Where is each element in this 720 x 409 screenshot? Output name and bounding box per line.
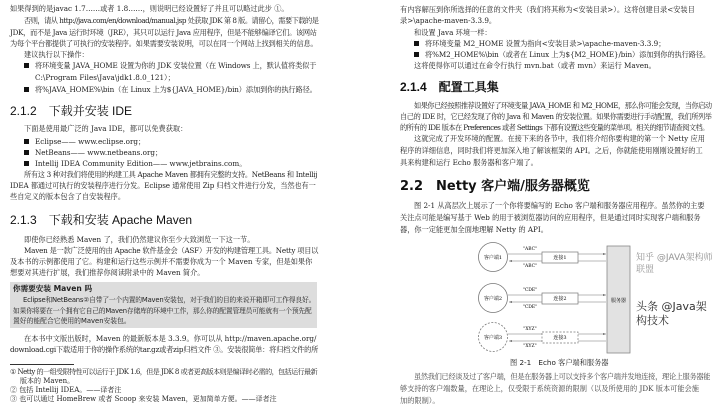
client-row-3 <box>479 323 607 352</box>
paragraph-line: 自己的 IDE 时，它已经发现了你的 Java 和 Maven 的安装位置。如果你需要进行手动配置，我们所列举 <box>400 112 712 121</box>
figure-caption: 图 2-1 Echo 客户端和服务器 <box>510 358 609 367</box>
paragraph: 这将使得你可以通过在命令行执行 mvn.bat（或者 mvn）来运行 Maven。 <box>414 61 656 70</box>
footnote: ① Netty 的一组受限特性可以运行于 JDK 1.6，但是 JDK 8 或者更高版本则是编译时必需的，包括运行最新 <box>10 368 318 376</box>
sidebar-title: 你需要安装 Maven 吗 <box>13 284 93 293</box>
footnote: ③ 也可以通过 HomeBrew 或者 Scoop 来安装 Maven，更加简单方便。——译者注 <box>10 395 277 403</box>
connection-label: 连接1 <box>553 255 567 261</box>
paragraph: 下面是使用最广泛的 Java IDE，都可以免费获取： <box>24 124 188 133</box>
paragraph: 即使你已经熟悉 Maven 了，我们仍然建议你至少大致浏览一下这一节。 <box>24 235 255 244</box>
paragraph-line: 为每个平台都提供了可执行的安装程序。如果需要安装说明，可以在同一个网站上找到相关的信息。 <box>10 39 318 48</box>
watermark-zhihu: 知乎 @JAVA架构师联盟 <box>636 253 713 275</box>
client-row-2 <box>479 284 607 313</box>
bullet-continuation: C:\Program Files\Java\jdk1.8.0_121）； <box>35 73 175 82</box>
footnote: 版本的 Maven。 <box>20 377 75 385</box>
section-heading-2-1-2: 2.1.2 下载并安装 IDE <box>10 104 133 118</box>
paragraph-line: 这就完成了开发环境的配置。在接下来的各节中，我们将介绍你要构建的第一个 Netty 应用 <box>414 134 705 143</box>
bullet-item: 将%M2_HOME%\bin（或者在 Linux 上为${M2_HOME}/bin）添加到你的执行路径。 <box>414 49 710 60</box>
server-label: 服务器 <box>610 298 627 304</box>
paragraph-line: 关注点可能是编写基于 Web 的用于被浏览器访问的应用程序，但是通过同时实现客户端和服务 <box>400 213 701 222</box>
paragraph: 和设置 Java 环境一样： <box>414 28 492 37</box>
paragraph-line: 录>\apache-maven-3.3.9。 <box>400 16 497 25</box>
client-label: 客户端2 <box>483 296 503 302</box>
bullet-item: 将%JAVA_HOME%\bin（在 Linux 上为${JAVA_HOME}/bin）添加到你的执行路径。 <box>24 84 317 95</box>
paragraph-line: 想要对其进行扩展，我们推荐你阅读附录中的 Maven 简介。 <box>10 268 205 277</box>
message-label: "ABC" <box>522 264 538 269</box>
paragraph-line: 虽然我们已经谈及过了客户端，但是在服务器上可以支持多个客户端并发地连接，理论上服务器能 <box>414 372 711 381</box>
paragraph-line: 的所有的 IDE 版本在 Preferences 或者 Settings 下都有设置这些变量的菜单项。相关的细节请查阅文档。 <box>400 123 709 132</box>
client-label: 客户端3 <box>483 335 503 341</box>
paragraph-line: 程序的详细信息，同时我们将更加深入地了解该框架的 API。之后，你就能使用刚刚设置好的工 <box>400 146 703 155</box>
footnote: ② 包括 Intellij IDEA。——译者注 <box>10 386 122 394</box>
connection-label: 连接3 <box>553 335 567 341</box>
sidebar-line: 置好的能配合它使用的Maven安装包。 <box>13 317 131 325</box>
paragraph: 如果得到的是javac 1.7……或者 1.8……，则说明已经设置好了并且可以略过此步 ①。 <box>10 4 289 13</box>
paragraph-line: 图 2-1 从高层次上展示了一个你将要编写的 Echo 客户端和服务器应用程序。虽然你的主要 <box>414 201 705 210</box>
paragraph-line: JDK，而不是 Java 运行时环境（JRE），其只可以运行 Java 应用程序，但是不能够编译它们。该网站 <box>10 28 317 37</box>
bullet-item: Intellij IDEA Community Edition—— www.jetbrains.com。 <box>24 158 246 169</box>
section-heading-2-1-4: 2.1.4 配置工具集 <box>400 80 499 94</box>
section-heading-2-1-3: 2.1.3 下载和安装 Apache Maven <box>10 213 193 227</box>
paragraph-line: 所有这 3 种对我们将使用的构建工具 Apache Maven 都拥有完整的支持。NetBeans 和 Intellij <box>24 170 318 179</box>
bullet-item: Eclipse—— www.eclipse.org； <box>24 136 145 147</box>
message-label: "XYZ" <box>523 327 537 332</box>
paragraph-line: 在本书中文版出版时，Maven 的最新版本是 3.3.9。你可以从 http://maven.apache.org/ <box>24 334 317 343</box>
paragraph-line: Maven 是一款广泛使用的由 Apache 软件基金会（ASF）开发的构建管理工具。Netty 项目以 <box>24 246 319 255</box>
message-label: "ABC" <box>522 247 538 252</box>
sidebar-line: Eclipse和NetBeans②自带了一个内置的Maven安装包，对于我们的目的来说开箱即可工作得良好。 <box>23 296 316 304</box>
paragraph-line: 否则，请从 http://java.com/en/download/manual.jsp 处获取 JDK 第 8 版。请留心，需要下载的是 <box>24 16 319 25</box>
paragraph-line: 有内容解压到你所选择的任意的文件夹（我们将其称为<安装目录>）。这将创建目录<安装目 <box>400 5 695 14</box>
paragraph-line: 及本书的示例都使用了它。构建和运行这些示例并不需要你成为一个 Maven 专家，但是如果你 <box>10 257 313 266</box>
paragraph: 建议执行以下操作： <box>24 50 89 59</box>
message-label: "CDE" <box>522 305 538 310</box>
paragraph-line: 加的限制）。 <box>400 396 440 405</box>
bullet-item: 将环境变量 M2_HOME 设置为指向<安装目录>\apache-maven-3.3.9； <box>414 38 665 49</box>
client-row-1 <box>479 243 607 272</box>
paragraph-line: 器，你一定能更加全面地理解 Netty 的 API。 <box>400 225 548 234</box>
bullet-item: 将环境变量 JAVA_HOME 设置为你的 JDK 安装位置（在 Windows 上，默认值将类似于 <box>24 60 316 71</box>
paragraph-line: 如果你已经按照推荐设置好了环境变量 JAVA_HOME 和 M2_HOME，那么你可能会发现，当你启动 <box>414 101 712 110</box>
paragraph-line: IDEA 都通过可执行的安装程序进行分发。Eclipse 通常使用 Zip 归档文件进行分发，当然也有一 <box>10 181 316 190</box>
watermark-toutiao: 头条 @Java架构技术 <box>636 300 707 327</box>
sidebar-line: 如果你将要在一个拥有它自己的Maven存储库的环境中工作，那么你的配置管理员可能就有一个预先配 <box>13 307 312 315</box>
paragraph-line: download.cgi下载适用于你的操作系统的tar.gz或者zip归档文件 ③。安装很简单：将归档文件的所 <box>10 345 319 354</box>
bullet-item: NetBeans—— www.netbeans.org； <box>24 147 162 158</box>
message-label: "CDE" <box>522 288 538 293</box>
paragraph-line: 具来构建和运行 Echo 服务器和客户端了。 <box>400 158 538 167</box>
paragraph-line: 些自定义的版本包含了自安装程序。 <box>10 192 126 201</box>
paragraph-line: 够支持的客户端数量，在理论上，仅受限于系统资源的限制（以及所使用的 JDK 版本可能会施 <box>400 384 699 393</box>
message-label: "XYZ" <box>523 344 537 349</box>
connection-label: 连接2 <box>553 296 567 302</box>
section-heading-2-2: 2.2 Netty 客户端/服务器概览 <box>400 179 590 194</box>
client-label: 客户端1 <box>483 255 503 261</box>
